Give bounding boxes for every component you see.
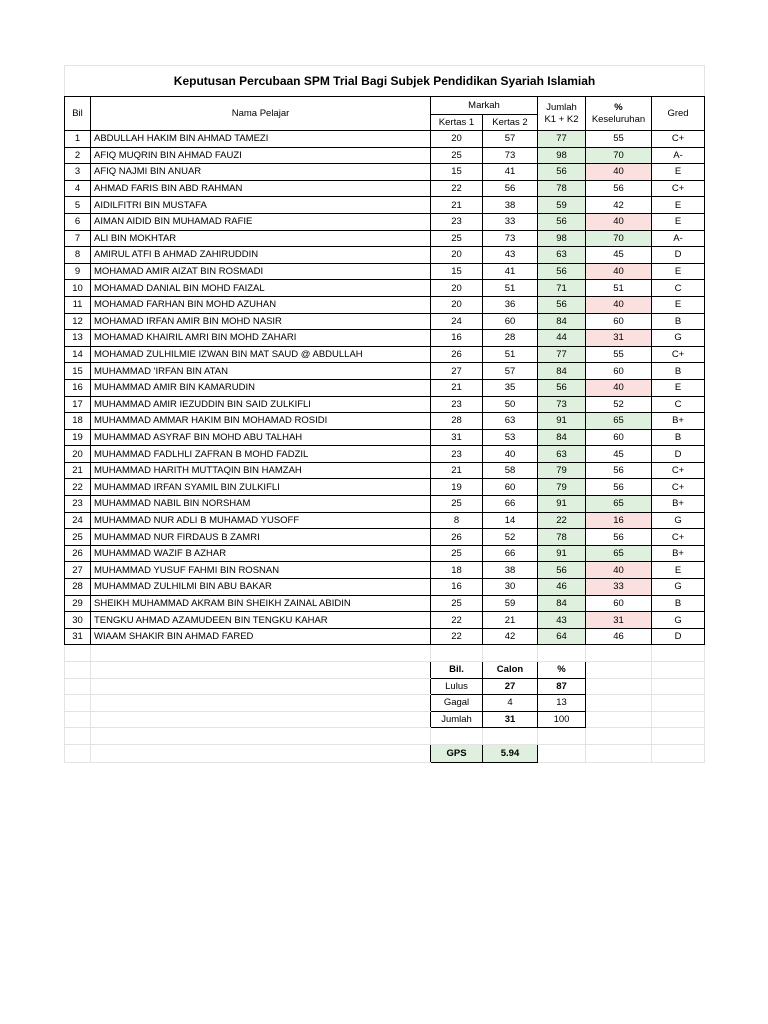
cell-jumlah: 77	[538, 346, 586, 363]
cell-nama: AHMAD FARIS BIN ABD RAHMAN	[91, 180, 431, 197]
cell-gred: B	[652, 313, 705, 330]
cell-kertas1: 15	[431, 164, 483, 181]
table-row	[65, 131, 705, 148]
table-row	[65, 363, 705, 380]
cell-gred: E	[652, 562, 705, 579]
cell-keseluruhan: 60	[586, 363, 652, 380]
cell-kertas1: 21	[431, 197, 483, 214]
cell-keseluruhan: 55	[586, 131, 652, 148]
cell-gred: A-	[652, 230, 705, 247]
cell-nama: SHEIKH MUHAMMAD AKRAM BIN SHEIKH ZAINAL ABIDIN	[91, 595, 431, 612]
cell-kertas2: 42	[483, 628, 538, 645]
summary-row-gagal	[65, 695, 705, 712]
cell-nama: MUHAMMAD WAZIF B AZHAR	[91, 545, 431, 562]
cell-kertas1: 22	[431, 180, 483, 197]
summary-row-lulus	[65, 678, 705, 695]
table-row	[65, 313, 705, 330]
table-row	[65, 628, 705, 645]
cell-keseluruhan: 65	[586, 496, 652, 513]
cell-gred: E	[652, 213, 705, 230]
cell-kertas2: 28	[483, 330, 538, 347]
cell-kertas1: 26	[431, 529, 483, 546]
cell-kertas1: 22	[431, 612, 483, 629]
cell-gred: C+	[652, 346, 705, 363]
cell-keseluruhan: 16	[586, 512, 652, 529]
cell-nama: MUHAMMAD HARITH MUTTAQIN BIN HAMZAH	[91, 462, 431, 479]
cell-bil: 9	[65, 263, 91, 280]
cell-jumlah: 84	[538, 429, 586, 446]
cell-keseluruhan: 40	[586, 164, 652, 181]
cell-nama: ALI BIN MOKHTAR	[91, 230, 431, 247]
cell-jumlah: 56	[538, 379, 586, 396]
summary-pct: 100	[538, 711, 586, 728]
table-row	[65, 512, 705, 529]
cell-nama: AFIQ NAJMI BIN ANUAR	[91, 164, 431, 181]
cell-bil: 21	[65, 462, 91, 479]
cell-kertas2: 14	[483, 512, 538, 529]
cell-nama: MUHAMMAD NABIL BIN NORSHAM	[91, 496, 431, 513]
cell-kertas1: 20	[431, 280, 483, 297]
header-markah: Markah	[431, 97, 538, 115]
cell-kertas1: 23	[431, 213, 483, 230]
cell-gred: B+	[652, 413, 705, 430]
cell-nama: MUHAMMAD ZULHILMI BIN ABU BAKAR	[91, 579, 431, 596]
cell-kertas1: 25	[431, 230, 483, 247]
cell-bil: 29	[65, 595, 91, 612]
table-row	[65, 462, 705, 479]
cell-nama: MUHAMMAD AMIR IEZUDDIN BIN SAID ZULKIFLI	[91, 396, 431, 413]
summary-row-jumlah	[65, 711, 705, 728]
cell-bil: 12	[65, 313, 91, 330]
cell-gred: D	[652, 247, 705, 264]
cell-keseluruhan: 60	[586, 313, 652, 330]
cell-gred: E	[652, 379, 705, 396]
cell-kertas2: 60	[483, 479, 538, 496]
summary-calon: 31	[483, 711, 538, 728]
cell-kertas1: 25	[431, 147, 483, 164]
cell-gred: B+	[652, 496, 705, 513]
cell-jumlah: 64	[538, 628, 586, 645]
cell-bil: 24	[65, 512, 91, 529]
cell-jumlah: 56	[538, 296, 586, 313]
table-row	[65, 230, 705, 247]
summary-pct: 87	[538, 678, 586, 695]
cell-kertas2: 51	[483, 280, 538, 297]
cell-kertas2: 21	[483, 612, 538, 629]
header-kertas1: Kertas 1	[431, 115, 483, 131]
cell-gred: B	[652, 363, 705, 380]
cell-jumlah: 84	[538, 313, 586, 330]
cell-gred: B	[652, 595, 705, 612]
table-row	[65, 197, 705, 214]
cell-kertas1: 22	[431, 628, 483, 645]
cell-kertas2: 66	[483, 545, 538, 562]
cell-nama: MOHAMAD AMIR AIZAT BIN ROSMADI	[91, 263, 431, 280]
cell-gred: C+	[652, 131, 705, 148]
cell-jumlah: 22	[538, 512, 586, 529]
cell-nama: AMIRUL ATFI B AHMAD ZAHIRUDDIN	[91, 247, 431, 264]
cell-jumlah: 78	[538, 180, 586, 197]
cell-kertas1: 26	[431, 346, 483, 363]
summary-header-pct: %	[538, 662, 586, 679]
cell-jumlah: 56	[538, 213, 586, 230]
table-row	[65, 296, 705, 313]
cell-bil: 3	[65, 164, 91, 181]
cell-kertas1: 25	[431, 595, 483, 612]
spreadsheet	[64, 65, 704, 763]
cell-kertas1: 28	[431, 413, 483, 430]
cell-kertas2: 57	[483, 131, 538, 148]
cell-kertas2: 33	[483, 213, 538, 230]
summary-header-bil: Bil.	[431, 662, 483, 679]
table-row	[65, 280, 705, 297]
cell-kertas1: 16	[431, 330, 483, 347]
cell-kertas2: 58	[483, 462, 538, 479]
cell-jumlah: 73	[538, 396, 586, 413]
cell-bil: 7	[65, 230, 91, 247]
cell-jumlah: 63	[538, 247, 586, 264]
cell-keseluruhan: 31	[586, 330, 652, 347]
cell-kertas1: 16	[431, 579, 483, 596]
cell-bil: 1	[65, 131, 91, 148]
gps-label: GPS	[431, 744, 483, 762]
cell-kertas2: 73	[483, 147, 538, 164]
cell-keseluruhan: 60	[586, 429, 652, 446]
summary-pct: 13	[538, 695, 586, 712]
cell-kertas2: 63	[483, 413, 538, 430]
cell-keseluruhan: 40	[586, 263, 652, 280]
cell-kertas2: 38	[483, 562, 538, 579]
cell-nama: AIMAN AIDID BIN MUHAMAD RAFIE	[91, 213, 431, 230]
cell-keseluruhan: 52	[586, 396, 652, 413]
cell-gred: C+	[652, 462, 705, 479]
cell-gred: C+	[652, 529, 705, 546]
cell-gred: C+	[652, 479, 705, 496]
cell-gred: E	[652, 296, 705, 313]
cell-bil: 5	[65, 197, 91, 214]
table-row	[65, 180, 705, 197]
table-row	[65, 330, 705, 347]
cell-nama: MUHAMMAD 'IRFAN BIN ATAN	[91, 363, 431, 380]
cell-kertas2: 60	[483, 313, 538, 330]
cell-bil: 27	[65, 562, 91, 579]
cell-nama: MUHAMMAD AMMAR HAKIM BIN MOHAMAD ROSIDI	[91, 413, 431, 430]
cell-gred: D	[652, 446, 705, 463]
cell-kertas1: 21	[431, 462, 483, 479]
cell-kertas1: 23	[431, 396, 483, 413]
cell-gred: B	[652, 429, 705, 446]
cell-gred: C	[652, 280, 705, 297]
cell-kertas2: 51	[483, 346, 538, 363]
cell-kertas1: 25	[431, 496, 483, 513]
header-jumlah-line2: K1 + K2	[544, 113, 579, 125]
cell-keseluruhan: 40	[586, 213, 652, 230]
cell-nama: TENGKU AHMAD AZAMUDEEN BIN TENGKU KAHAR	[91, 612, 431, 629]
header-kertas2: Kertas 2	[483, 115, 538, 131]
cell-bil: 4	[65, 180, 91, 197]
cell-kertas2: 41	[483, 263, 538, 280]
table-row	[65, 496, 705, 513]
cell-kertas1: 20	[431, 296, 483, 313]
cell-kertas2: 38	[483, 197, 538, 214]
cell-gred: E	[652, 197, 705, 214]
cell-jumlah: 84	[538, 595, 586, 612]
table-row	[65, 164, 705, 181]
table-row	[65, 346, 705, 363]
cell-kertas2: 35	[483, 379, 538, 396]
table-row	[65, 529, 705, 546]
summary-header-row	[65, 662, 705, 679]
cell-bil: 11	[65, 296, 91, 313]
cell-bil: 31	[65, 628, 91, 645]
cell-kertas2: 66	[483, 496, 538, 513]
cell-gred: A-	[652, 147, 705, 164]
cell-keseluruhan: 33	[586, 579, 652, 596]
cell-jumlah: 56	[538, 263, 586, 280]
cell-keseluruhan: 56	[586, 180, 652, 197]
table-row	[65, 379, 705, 396]
cell-kertas2: 50	[483, 396, 538, 413]
header-pct-line2: Keseluruhan	[591, 113, 646, 125]
cell-keseluruhan: 60	[586, 595, 652, 612]
cell-jumlah: 91	[538, 413, 586, 430]
cell-keseluruhan: 70	[586, 147, 652, 164]
table-row	[65, 562, 705, 579]
cell-kertas2: 41	[483, 164, 538, 181]
table-row	[65, 479, 705, 496]
cell-kertas1: 24	[431, 313, 483, 330]
cell-kertas1: 20	[431, 131, 483, 148]
cell-bil: 2	[65, 147, 91, 164]
cell-jumlah: 98	[538, 230, 586, 247]
cell-bil: 10	[65, 280, 91, 297]
table-row	[65, 612, 705, 629]
cell-nama: MOHAMAD ZULHILMIE IZWAN BIN MAT SAUD @ ABDULLAH	[91, 346, 431, 363]
cell-bil: 17	[65, 396, 91, 413]
cell-nama: WIAAM SHAKIR BIN AHMAD FARED	[91, 628, 431, 645]
gps-value: 5.94	[483, 744, 538, 762]
cell-kertas1: 31	[431, 429, 483, 446]
header-keseluruhan	[586, 97, 652, 131]
cell-bil: 14	[65, 346, 91, 363]
cell-gred: E	[652, 164, 705, 181]
cell-bil: 6	[65, 213, 91, 230]
header-nama: Nama Pelajar	[91, 97, 431, 131]
cell-gred: G	[652, 579, 705, 596]
cell-keseluruhan: 31	[586, 612, 652, 629]
cell-jumlah: 43	[538, 612, 586, 629]
cell-nama: MUHAMMAD FADLHLI ZAFRAN B MOHD FADZIL	[91, 446, 431, 463]
cell-kertas2: 73	[483, 230, 538, 247]
cell-keseluruhan: 70	[586, 230, 652, 247]
table-row	[65, 429, 705, 446]
cell-bil: 15	[65, 363, 91, 380]
cell-keseluruhan: 45	[586, 446, 652, 463]
cell-jumlah: 79	[538, 479, 586, 496]
cell-bil: 18	[65, 413, 91, 430]
cell-keseluruhan: 65	[586, 413, 652, 430]
cell-kertas2: 30	[483, 579, 538, 596]
table-row	[65, 545, 705, 562]
cell-bil: 28	[65, 579, 91, 596]
cell-gred: D	[652, 628, 705, 645]
cell-kertas1: 27	[431, 363, 483, 380]
table-row	[65, 247, 705, 264]
cell-kertas1: 15	[431, 263, 483, 280]
cell-jumlah: 77	[538, 131, 586, 148]
results-table	[64, 65, 705, 763]
cell-kertas2: 36	[483, 296, 538, 313]
cell-gred: G	[652, 330, 705, 347]
summary-calon: 27	[483, 678, 538, 695]
cell-gred: C	[652, 396, 705, 413]
cell-kertas1: 20	[431, 247, 483, 264]
cell-keseluruhan: 65	[586, 545, 652, 562]
cell-jumlah: 84	[538, 363, 586, 380]
header-jumlah	[538, 97, 586, 131]
cell-nama: MUHAMMAD YUSUF FAHMI BIN ROSNAN	[91, 562, 431, 579]
cell-keseluruhan: 40	[586, 562, 652, 579]
cell-kertas1: 18	[431, 562, 483, 579]
summary-label: Jumlah	[431, 711, 483, 728]
cell-keseluruhan: 40	[586, 296, 652, 313]
cell-nama: MUHAMMAD AMIR BIN KAMARUDIN	[91, 379, 431, 396]
cell-kertas2: 57	[483, 363, 538, 380]
cell-jumlah: 71	[538, 280, 586, 297]
cell-gred: G	[652, 612, 705, 629]
table-row	[65, 396, 705, 413]
header-pct-line1: %	[614, 101, 623, 113]
page-title: Keputusan Percubaan SPM Trial Bagi Subjek Pendidikan Syariah Islamiah	[65, 66, 705, 97]
summary-label: Lulus	[431, 678, 483, 695]
cell-jumlah: 91	[538, 545, 586, 562]
cell-bil: 19	[65, 429, 91, 446]
cell-jumlah: 91	[538, 496, 586, 513]
cell-nama: MUHAMMAD NUR FIRDAUS B ZAMRI	[91, 529, 431, 546]
cell-keseluruhan: 55	[586, 346, 652, 363]
summary-header-calon: Calon	[483, 662, 538, 679]
summary-calon: 4	[483, 695, 538, 712]
cell-bil: 13	[65, 330, 91, 347]
cell-jumlah: 59	[538, 197, 586, 214]
table-row	[65, 579, 705, 596]
cell-gred: C+	[652, 180, 705, 197]
cell-kertas1: 21	[431, 379, 483, 396]
gps-row	[65, 744, 705, 762]
cell-kertas2: 59	[483, 595, 538, 612]
cell-kertas2: 53	[483, 429, 538, 446]
cell-keseluruhan: 56	[586, 479, 652, 496]
cell-bil: 8	[65, 247, 91, 264]
cell-nama: ABDULLAH HAKIM BIN AHMAD TAMEZI	[91, 131, 431, 148]
cell-keseluruhan: 56	[586, 462, 652, 479]
cell-nama: MOHAMAD FARHAN BIN MOHD AZUHAN	[91, 296, 431, 313]
cell-bil: 22	[65, 479, 91, 496]
cell-keseluruhan: 45	[586, 247, 652, 264]
summary-label: Gagal	[431, 695, 483, 712]
cell-keseluruhan: 56	[586, 529, 652, 546]
cell-kertas2: 56	[483, 180, 538, 197]
table-row	[65, 147, 705, 164]
cell-nama: MOHAMAD DANIAL BIN MOHD FAIZAL	[91, 280, 431, 297]
cell-jumlah: 79	[538, 462, 586, 479]
cell-bil: 20	[65, 446, 91, 463]
cell-keseluruhan: 42	[586, 197, 652, 214]
cell-bil: 23	[65, 496, 91, 513]
cell-kertas1: 19	[431, 479, 483, 496]
cell-jumlah: 78	[538, 529, 586, 546]
cell-gred: E	[652, 263, 705, 280]
cell-nama: MUHAMMAD IRFAN SYAMIL BIN ZULKIFLI	[91, 479, 431, 496]
cell-nama: MUHAMMAD ASYRAF BIN MOHD ABU TALHAH	[91, 429, 431, 446]
header-jumlah-line1: Jumlah	[546, 101, 577, 113]
cell-kertas1: 25	[431, 545, 483, 562]
cell-nama: AIDILFITRI BIN MUSTAFA	[91, 197, 431, 214]
cell-keseluruhan: 51	[586, 280, 652, 297]
cell-jumlah: 56	[538, 164, 586, 181]
cell-bil: 16	[65, 379, 91, 396]
cell-jumlah: 98	[538, 147, 586, 164]
cell-jumlah: 46	[538, 579, 586, 596]
cell-bil: 30	[65, 612, 91, 629]
header-gred: Gred	[652, 97, 705, 131]
cell-keseluruhan: 40	[586, 379, 652, 396]
table-row	[65, 595, 705, 612]
cell-kertas2: 52	[483, 529, 538, 546]
cell-kertas2: 40	[483, 446, 538, 463]
cell-nama: MUHAMMAD NUR ADLI B MUHAMAD YUSOFF	[91, 512, 431, 529]
header-bil: Bil	[65, 97, 91, 131]
table-row	[65, 263, 705, 280]
cell-nama: AFIQ MUQRIN BIN AHMAD FAUZI	[91, 147, 431, 164]
table-row	[65, 413, 705, 430]
cell-gred: G	[652, 512, 705, 529]
cell-keseluruhan: 46	[586, 628, 652, 645]
cell-bil: 25	[65, 529, 91, 546]
cell-kertas1: 8	[431, 512, 483, 529]
cell-nama: MOHAMAD IRFAN AMIR BIN MOHD NASIR	[91, 313, 431, 330]
table-row	[65, 213, 705, 230]
cell-kertas1: 23	[431, 446, 483, 463]
cell-nama: MOHAMAD KHAIRIL AMRI BIN MOHD ZAHARI	[91, 330, 431, 347]
table-row	[65, 446, 705, 463]
cell-jumlah: 56	[538, 562, 586, 579]
cell-gred: B+	[652, 545, 705, 562]
cell-jumlah: 63	[538, 446, 586, 463]
cell-bil: 26	[65, 545, 91, 562]
cell-jumlah: 44	[538, 330, 586, 347]
cell-kertas2: 43	[483, 247, 538, 264]
